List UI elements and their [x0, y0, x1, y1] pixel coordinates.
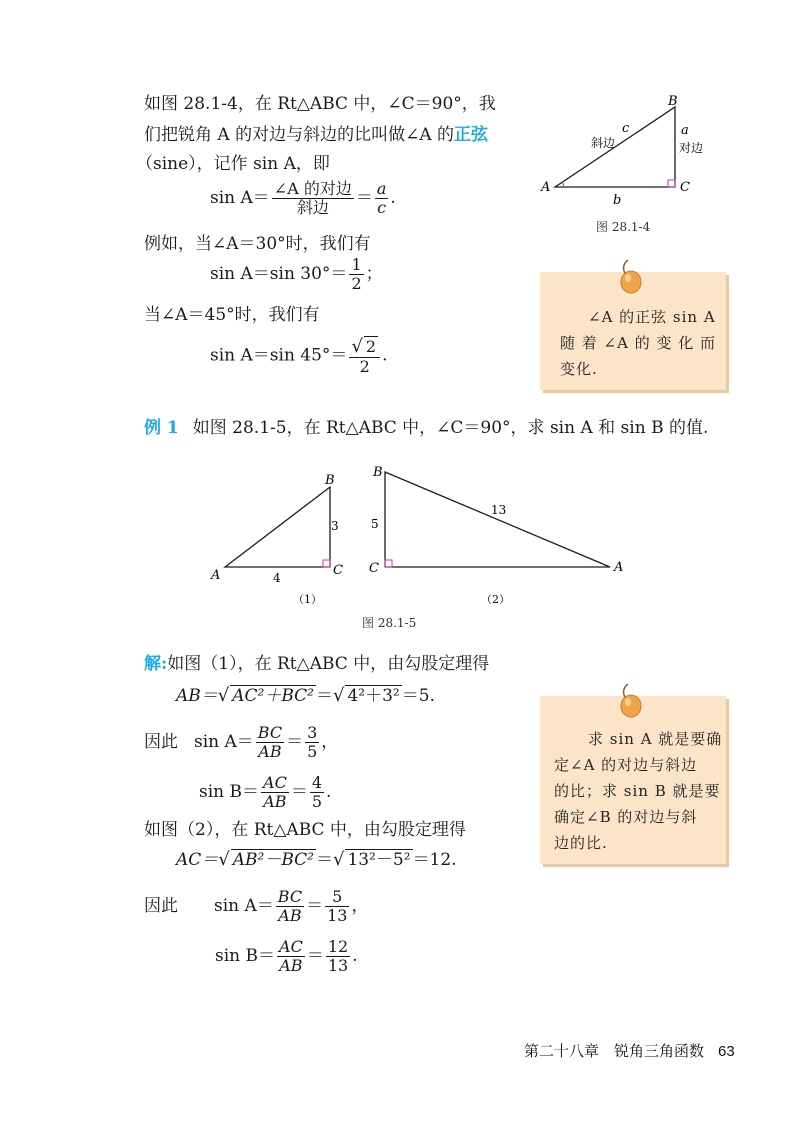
t1-vertex-c: C [333, 563, 343, 578]
vertex-c: C [680, 180, 690, 195]
note2-line4: 确定∠B 的对边与斜 [554, 808, 698, 826]
sinB2-formula: sin B＝ $\frac{AC}{AB}$ ＝ $\frac{12}{13}$ . [215, 937, 358, 975]
hypotenuse-label: 斜边 [591, 136, 616, 150]
ab-formula: AB＝√ AC²＋BC² ＝√ 4²＋3² ＝5. [176, 685, 435, 706]
solution-line-2: 如图（2），在 Rt△ABC 中，由勾股定理得 [144, 820, 466, 840]
t1-vertex-b: B [325, 473, 335, 488]
definition-fraction: $\frac{\text{∠A 的对边}}{\text{斜边}}$ [273, 179, 352, 217]
figure-28-1-5-caption: 图 28.1-5 [362, 616, 417, 630]
pushpin-icon [616, 682, 646, 724]
t2-side-ab: 13 [491, 503, 507, 517]
t2-vertex-b: B [373, 465, 383, 480]
note1-line2: 随 着 ∠A 的 变 化 而 [560, 334, 717, 352]
side-b-label: b [613, 193, 622, 208]
example-45-intro: 当∠A＝45°时，我们有 [144, 305, 320, 325]
triangle-1-right-angle [323, 560, 330, 567]
t1-side-bc: 3 [331, 519, 339, 533]
page-number: 63 [718, 1043, 735, 1060]
vertex-a: A [541, 180, 551, 195]
example-1-heading: 例 1 如图 28.1-5，在 Rt△ABC 中，∠C＝90°，求 sin A 和 sin B 的值. [144, 418, 709, 438]
triangle-1 [225, 487, 330, 567]
example-30-formula: sin A＝sin 30°＝ $\frac{1}{2}$ ； [210, 255, 383, 293]
intro-line-3: （sine），记作 sin A，即 [136, 154, 330, 174]
example-1-tag: 例 1 [144, 418, 179, 438]
note2-line3: 的比；求 sin B 就是要 [554, 782, 721, 800]
solution-tag: 解: [144, 654, 168, 674]
ratio-fraction: $\frac{a}{c}$ [376, 179, 387, 217]
t2-vertex-c: C [369, 561, 379, 576]
angle-a-mark [562, 182, 564, 187]
note2-line5: 边的比. [554, 834, 608, 852]
figure-28-1-4 [535, 92, 715, 212]
sinA1-formula: 因此 sin A＝ $\frac{BC}{AB}$ ＝ $\frac{3}{5}$ ， [144, 723, 339, 761]
pushpin-icon [616, 258, 646, 300]
intro-line-1: 如图 28.1-4，在 Rt△ABC 中，∠C＝90°，我 [144, 94, 496, 114]
fig-sub-1: （1） [293, 593, 322, 606]
example-45-formula: sin A＝sin 45°＝ $\frac{√ 2}{2}$ . [210, 336, 388, 376]
note2-line2: 定∠A 的对边与斜边 [554, 756, 698, 774]
note1-line1: ∠A 的正弦 sin A [588, 308, 716, 326]
t1-vertex-a: A [211, 568, 221, 583]
sine-term: 正弦 [454, 125, 489, 145]
fig-sub-2: （2） [481, 593, 510, 606]
sinA2-formula: 因此 sin A＝ $\frac{BC}{AB}$ ＝ $\frac{5}{13}$ ， [144, 887, 369, 925]
sine-definition-formula: sin A＝ $\frac{\text{∠A 的对边}}{\text{斜边}}$ ＝ $\frac{a}{c}$ . [210, 179, 396, 217]
side-a-label: a [681, 123, 689, 138]
right-angle-mark [668, 180, 675, 187]
vertex-b: B [668, 94, 678, 109]
example-30-intro: 例如，当∠A＝30°时，我们有 [144, 234, 371, 254]
figure-28-1-4-caption: 图 28.1-4 [596, 220, 651, 234]
side-c-label: c [622, 121, 630, 136]
triangle-2-right-angle [385, 560, 392, 567]
figure-28-1-5 [205, 460, 635, 610]
page-footer [524, 1040, 735, 1061]
triangle-2 [385, 472, 610, 567]
sinB1-formula: sin B＝ $\frac{AC}{AB}$ ＝ $\frac{4}{5}$ . [199, 773, 332, 811]
root2-over-2-fraction: $\frac{√ 2}{2}$ [349, 336, 380, 376]
intro-line-2: 们把锐角 A 的对边与斜边的比叫做∠A 的正弦 [144, 125, 489, 145]
t1-side-ac: 4 [273, 571, 281, 585]
chapter-title: 第二十八章 锐角三角函数 [524, 1042, 705, 1060]
t2-vertex-a: A [614, 560, 624, 575]
note1-line3: 变化. [560, 360, 598, 378]
t2-side-bc: 5 [371, 517, 379, 531]
note2-line1: 求 sin A 就是要确 [588, 730, 723, 748]
one-half-fraction: $\frac{1}{2}$ [351, 255, 362, 293]
solution-line-1: 解:如图（1），在 Rt△ABC 中，由勾股定理得 [144, 654, 490, 674]
opposite-label: 对边 [679, 141, 704, 155]
ac-formula: AC＝√ AB²－BC² ＝√ 13²－5² ＝12. [176, 849, 457, 870]
